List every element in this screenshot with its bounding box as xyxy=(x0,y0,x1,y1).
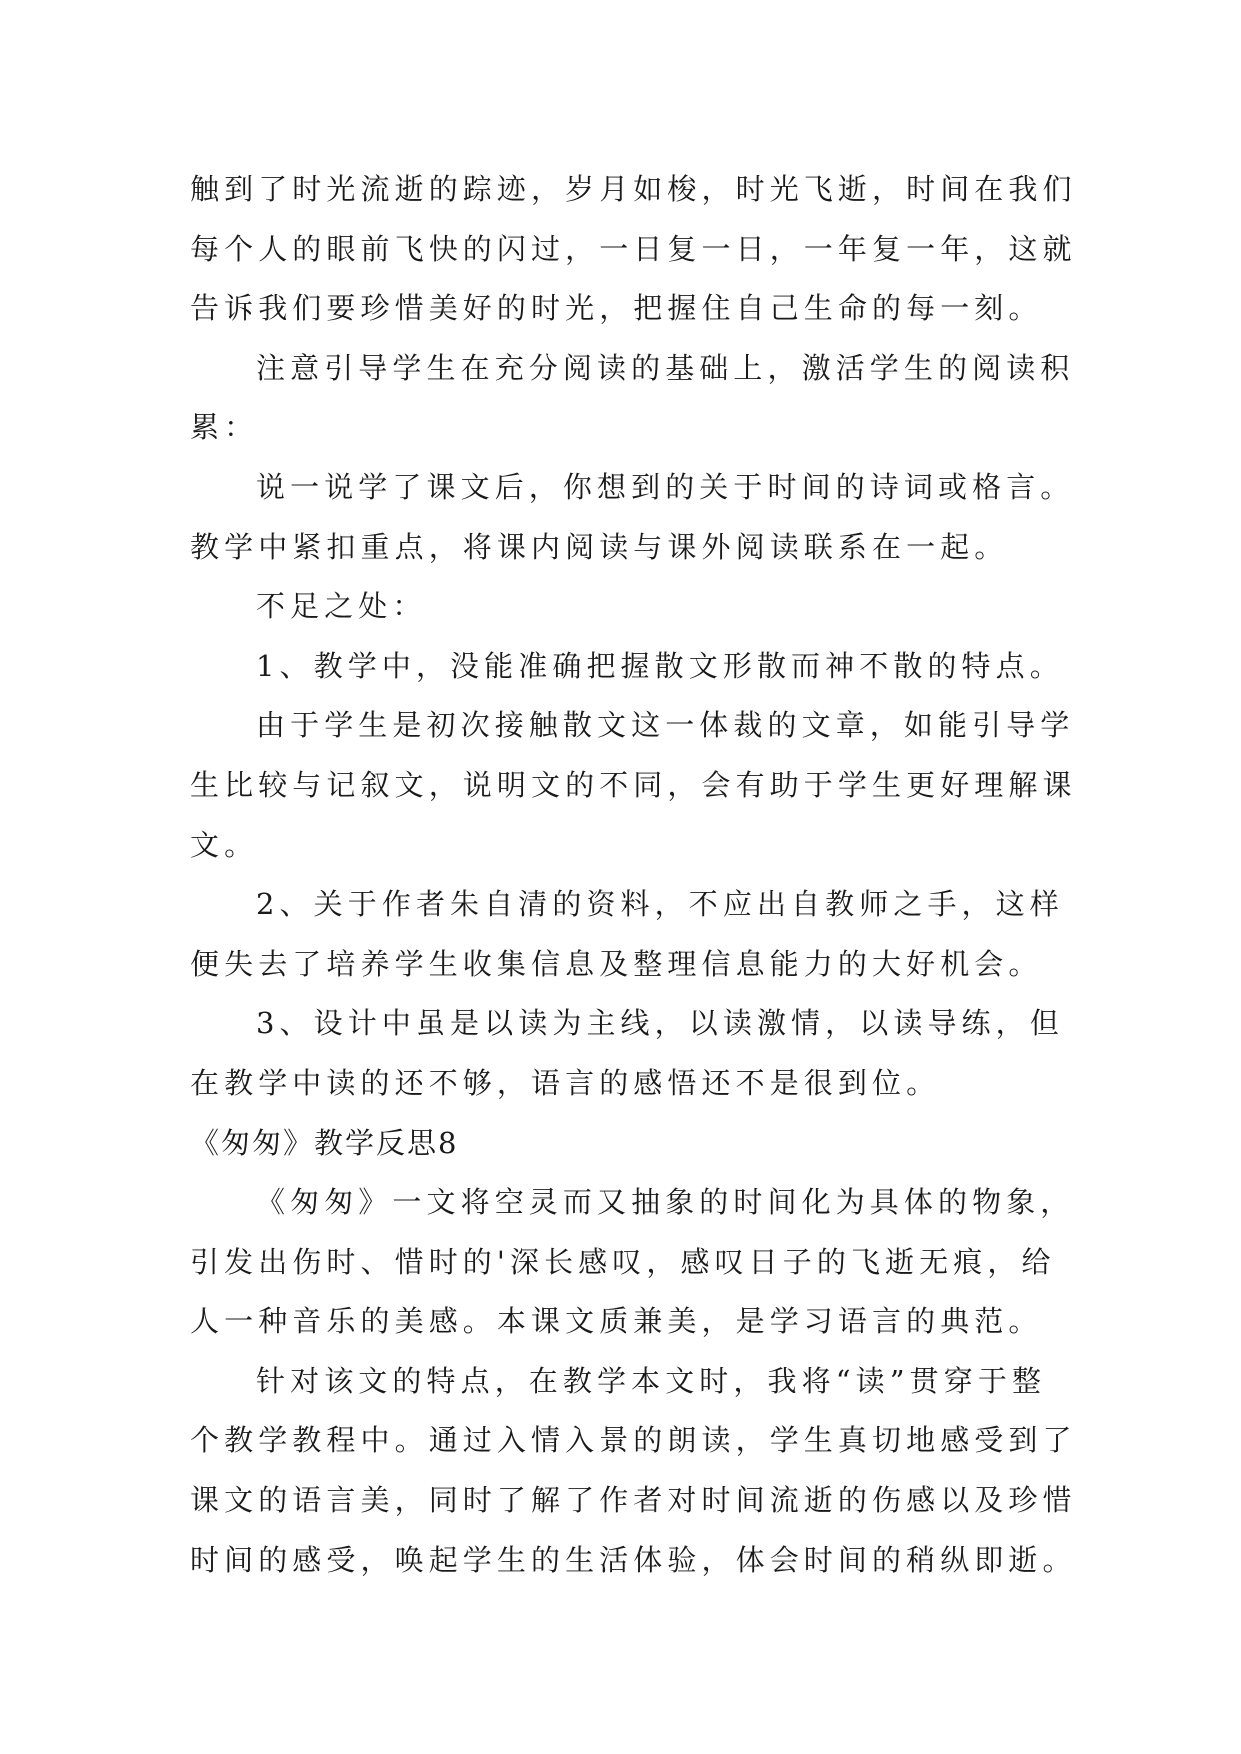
text-line: 2、关于作者朱自清的资料，不应出自教师之手，这样 xyxy=(256,887,1064,922)
text-line: 累： xyxy=(190,410,259,445)
text-line: 文。 xyxy=(190,827,259,862)
text-line: 便失去了培养学生收集信息及整理信息能力的大好机会。 xyxy=(190,946,1043,981)
text-line: 《匆匆》一文将空灵而又抽象的时间化为具体的物象， xyxy=(256,1185,1075,1220)
text-line: 人一种音乐的美感。本课文质兼美，是学习语言的典范。 xyxy=(190,1304,1043,1339)
text-line: 触到了时光流逝的踪迹，岁月如梭，时光飞逝，时间在我们 xyxy=(190,172,1077,206)
section-heading: 《匆匆》教学反思8 xyxy=(190,1125,459,1160)
text-line: 3、设计中虽是以读为主线，以读激情，以读导练，但 xyxy=(256,1006,1064,1041)
text-line: 针对该文的特点，在教学本文时，我将“读”贯穿于整 xyxy=(256,1363,1047,1398)
document-body xyxy=(190,160,1077,1590)
text-line: 个教学教程中。通过入情入景的朗读，学生真切地感受到了 xyxy=(190,1423,1077,1458)
text-line: 生比较与记叙文，说明文的不同，会有助于学生更好理解课 xyxy=(190,767,1077,802)
text-line: 1、教学中，没能准确把握散文形散而神不散的特点。 xyxy=(256,648,1064,683)
text-line: 教学中紧扣重点，将课内阅读与课外阅读联系在一起。 xyxy=(190,529,1009,564)
text-line: 由于学生是初次接触散文这一体裁的文章，如能引导学 xyxy=(256,708,1075,743)
text-line: 课文的语言美，同时了解了作者对时间流逝的伤感以及珍惜 xyxy=(190,1483,1077,1518)
text-block-before-heading xyxy=(190,160,1077,1114)
text-block-after-heading xyxy=(190,1173,1077,1590)
text-line: 引发出伤时、惜时的'深长感叹，感叹日子的飞逝无痕，给 xyxy=(190,1244,1056,1279)
text-line: 注意引导学生在充分阅读的基础上，激活学生的阅读积 xyxy=(256,350,1075,385)
text-line: 每个人的眼前飞快的闪过，一日复一日，一年复一年，这就 xyxy=(190,231,1077,266)
text-line: 不足之处： xyxy=(256,589,427,624)
text-line: 时间的感受，唤起学生的生活体验，体会时间的稍纵即逝。 xyxy=(190,1542,1077,1577)
text-line: 说一说学了课文后，你想到的关于时间的诗词或格言。 xyxy=(256,469,1075,504)
text-line: 在教学中读的还不够，语言的感悟还不是很到位。 xyxy=(190,1065,941,1100)
text-line: 告诉我们要珍惜美好的时光，把握住自己生命的每一刻。 xyxy=(190,291,1043,326)
